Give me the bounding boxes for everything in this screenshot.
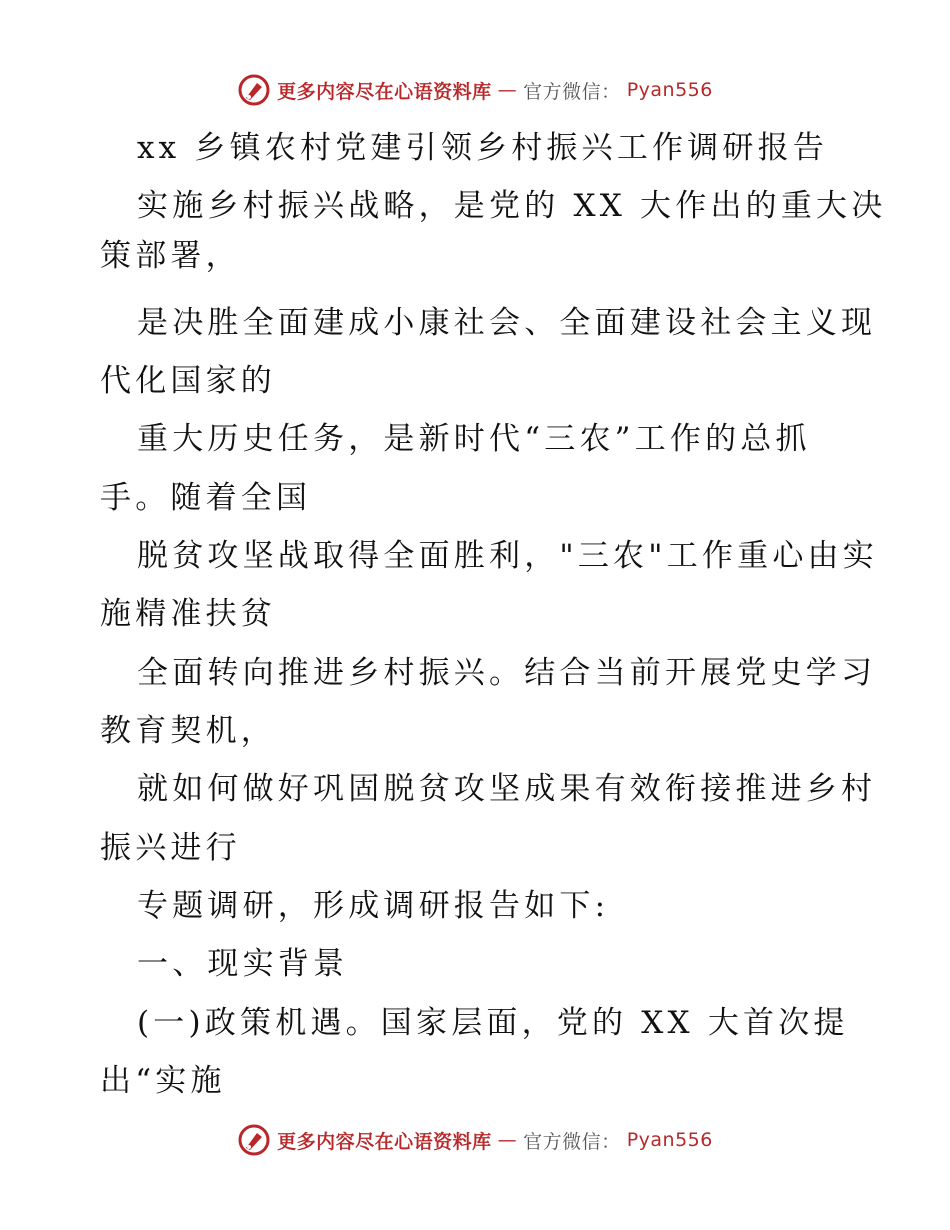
watermark-sub-text: 官方微信： (523, 80, 621, 103)
paragraph-line: 振兴进行 (100, 830, 241, 866)
pen-nib-logo-icon (237, 73, 271, 107)
paragraph-line: 出“实施 (100, 1063, 226, 1099)
paragraph-line: 就如何做好巩固脱贫攻坚成果有效衔接推进乡村 (137, 771, 877, 807)
header-watermark (0, 70, 950, 110)
paragraph-line: 代化国家的 (100, 363, 276, 399)
footer-watermark (0, 1120, 950, 1160)
watermark-sub-text: 官方微信： (523, 1130, 621, 1153)
paragraph-line: 专题调研，形成调研报告如下: (137, 888, 610, 924)
paragraph-line: 实施乡村振兴战略，是党的 XX 大作出的重大决 (137, 188, 887, 224)
paragraph-line: 手。随着全国 (100, 480, 312, 516)
watermark-main-text: 更多内容尽在心语资料库 (277, 1130, 492, 1153)
paragraph-line: 施精准扶贫 (100, 596, 276, 632)
watermark-handle: Pyan556 (626, 1129, 713, 1151)
watermark-separator: — (497, 79, 518, 101)
section-heading: 一、现实背景 (137, 946, 349, 982)
paragraph-line: 策部署， (100, 238, 241, 274)
watermark-handle: Pyan556 (626, 79, 713, 101)
paragraph-line: 教育契机， (100, 713, 276, 749)
subsection-line: (一)政策机遇。国家层面，党的 XX 大首次提 (137, 1005, 849, 1041)
document-title: xx 乡镇农村党建引领乡村振兴工作调研报告 (137, 130, 829, 166)
watermark-separator: — (497, 1129, 518, 1151)
watermark-main-text: 更多内容尽在心语资料库 (277, 80, 492, 103)
paragraph-line: 是决胜全面建成小康社会、全面建设社会主义现 (137, 305, 877, 341)
paragraph-line: 全面转向推进乡村振兴。结合当前开展党史学习 (137, 655, 877, 691)
pen-nib-logo-icon (237, 1123, 271, 1157)
paragraph-line: 脱贫攻坚战取得全面胜利，"三农"工作重心由实 (137, 538, 878, 574)
paragraph-line: 重大历史任务，是新时代“三农”工作的总抓 (137, 421, 811, 457)
